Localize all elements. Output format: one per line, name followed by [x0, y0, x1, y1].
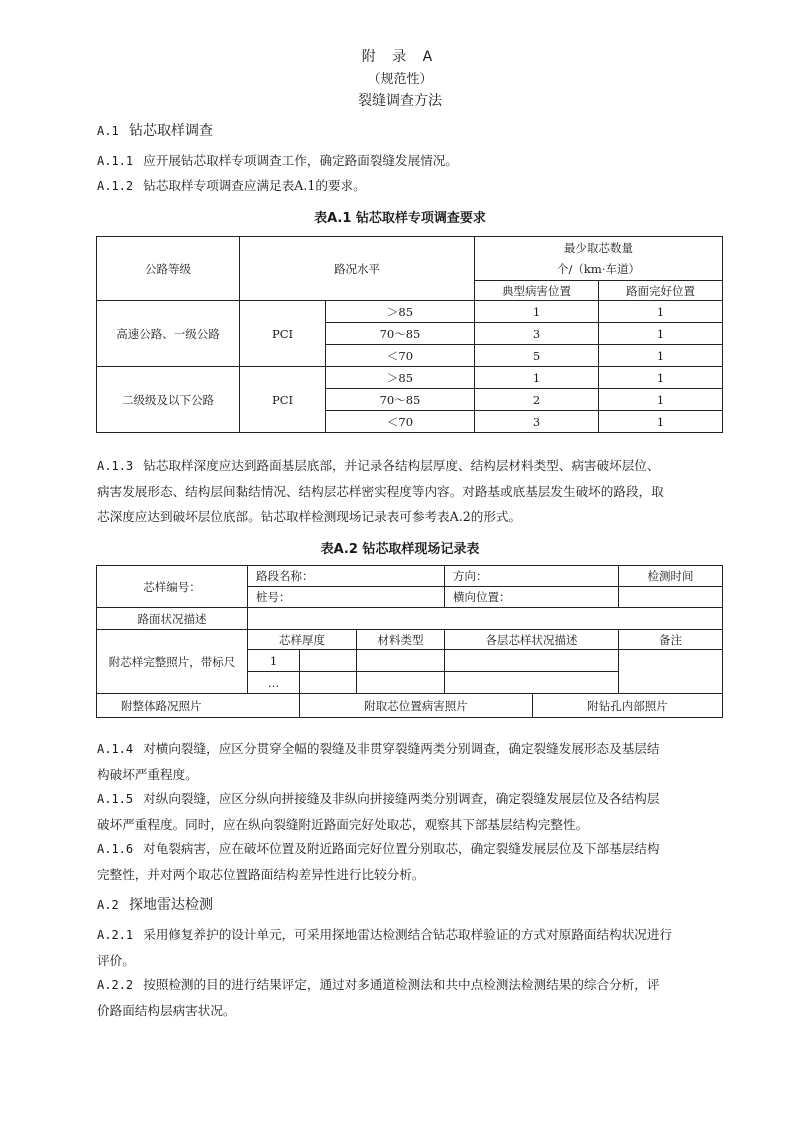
paragraph-a1-4	[97, 736, 725, 787]
grade-cell: 二级级及以下公路	[97, 367, 240, 433]
stake-no-label: 桩号：	[248, 587, 445, 608]
core-photo-label: 附芯样完整照片，带标尺	[97, 630, 248, 694]
clause-text: 采用修复养护的设计单元，可采用探地雷达检测结合钻芯取样验证的方式对原路面结构状况进行	[143, 927, 673, 942]
range-cell: ＜70	[326, 345, 475, 367]
clause-number: A.1.4	[97, 742, 134, 756]
clause-number: A.1.3	[97, 459, 134, 473]
clause-number: A.1.1	[97, 154, 134, 168]
position-photo-label: 附取芯位置病害照片	[300, 694, 533, 718]
clause-line	[97, 453, 725, 479]
section-number: A.1	[97, 124, 119, 138]
clause-line: 完整性，并对两个取芯位置路面结构差异性进行比较分析。	[97, 867, 425, 882]
section-number: A.2	[97, 898, 119, 912]
surface-description-value	[248, 608, 723, 630]
direction-label: 方向：	[445, 566, 619, 587]
appendix-title: 裂缝调查方法	[358, 93, 442, 109]
paragraph-a1-5	[97, 786, 725, 837]
header-min-cores	[475, 237, 723, 281]
remark-value	[619, 650, 723, 694]
paragraph-a2-2	[97, 972, 725, 1023]
header-min-cores-line2: 个/（km·车道）	[557, 261, 640, 276]
clause-line	[97, 836, 725, 862]
empty-cell	[357, 672, 445, 694]
table-row	[97, 367, 723, 389]
row-number-cell: …	[248, 672, 300, 694]
section-title: 探地雷达检测	[129, 897, 213, 913]
clause-number: A.1.6	[97, 842, 134, 856]
header-grade: 公路等级	[97, 237, 240, 301]
clause-line: 构破坏严重程度。	[97, 767, 198, 782]
clause-line: 价路面结构层病害状况。	[97, 1003, 236, 1018]
empty-cell	[357, 650, 445, 672]
test-time-label: 检测时间	[619, 566, 723, 587]
normative-label: （规范性）	[367, 72, 433, 87]
core-thickness-header: 芯样厚度	[248, 630, 357, 650]
clause-number: A.1.2	[97, 179, 134, 193]
clause-text: 应开展钻芯取样专项调查工作，确定路面裂缝发展情况。	[143, 153, 458, 168]
paragraph-a1-1	[97, 148, 725, 174]
appendix-label: 附 录 A	[361, 49, 439, 65]
clause-text: 对横向裂缝，应区分贯穿全幅的裂缝及非贯穿裂缝两类分别调查，确定裂缝发展形态及基层结	[143, 741, 660, 756]
hole-photo-label: 附钻孔内部照片	[533, 694, 723, 718]
typical-cell: 3	[475, 323, 599, 345]
material-type-header: 材料类型	[357, 630, 445, 650]
grade-cell: 高速公路、一级公路	[97, 301, 240, 367]
header-min-cores-line1: 最少取芯数量	[564, 240, 633, 255]
clause-text: 钻芯取样深度应达到路面基层底部，并记录各结构层厚度、结构层材料类型、病害破坏层位、	[143, 458, 660, 473]
clause-line: 病害发展形态、结构层间黏结情况、结构层芯样密实程度等内容。对路基或底基层发生破坏的路段，取	[97, 484, 664, 499]
empty-cell	[445, 672, 619, 694]
sample-no-label: 芯样编号：	[97, 566, 248, 608]
typical-cell: 5	[475, 345, 599, 367]
surface-description-label: 路面状况描述	[97, 608, 248, 630]
intact-cell: 1	[599, 345, 723, 367]
intact-cell: 1	[599, 301, 723, 323]
intact-cell: 1	[599, 323, 723, 345]
range-cell: ＞85	[326, 367, 475, 389]
clause-text: 钻芯取样专项调查应满足表A.1的要求。	[143, 178, 366, 193]
clause-number: A.2.2	[97, 978, 134, 992]
clause-line: 破坏严重程度。同时，应在纵向裂缝附近路面完好处取芯，观察其下部基层结构完整性。	[97, 817, 589, 832]
empty-cell	[300, 672, 357, 694]
typical-cell: 1	[475, 367, 599, 389]
clause-line	[97, 922, 725, 948]
clause-text: 对纵向裂缝，应区分纵向拼接缝及非纵向拼接缝两类分别调查，确定裂缝发展层位及各结构层	[143, 791, 660, 806]
clause-number: A.1.5	[97, 792, 134, 806]
clause-line	[97, 786, 725, 812]
empty-cell	[300, 650, 357, 672]
clause-line	[97, 736, 725, 762]
paragraph-a1-3	[97, 453, 725, 529]
table-a1	[96, 236, 723, 433]
clause-line: 评价。	[97, 953, 135, 968]
section-heading-a2	[97, 894, 213, 914]
typical-cell: 3	[475, 411, 599, 433]
clause-line	[97, 972, 725, 998]
road-name-label: 路段名称：	[248, 566, 445, 587]
paragraph-a1-6	[97, 836, 725, 887]
table-a1-caption: 表A.1 钻芯取样专项调查要求	[314, 211, 486, 226]
intact-cell: 1	[599, 389, 723, 411]
clause-line: 芯深度应达到破坏层位底部。钻芯取样检测现场记录表可参考表A.2的形式。	[97, 509, 522, 524]
table-row	[97, 301, 723, 323]
row-number-cell: 1	[248, 650, 300, 672]
table-a2	[96, 565, 723, 718]
section-heading-a1	[97, 120, 213, 140]
test-time-value	[619, 587, 723, 608]
paragraph-a1-2	[97, 173, 725, 199]
intact-cell: 1	[599, 367, 723, 389]
index-cell: PCI	[240, 301, 326, 367]
layer-description-header: 各层芯样状况描述	[445, 630, 619, 650]
intact-cell: 1	[599, 411, 723, 433]
index-cell: PCI	[240, 367, 326, 433]
clause-text: 对龟裂病害，应在破坏位置及附近路面完好位置分别取芯，确定裂缝发展层位及下部基层结构	[143, 841, 660, 856]
typical-cell: 2	[475, 389, 599, 411]
remark-header: 备注	[619, 630, 723, 650]
lateral-position-label: 横向位置：	[445, 587, 619, 608]
clause-number: A.2.1	[97, 928, 134, 942]
range-cell: 70～85	[326, 389, 475, 411]
range-cell: ＞85	[326, 301, 475, 323]
range-cell: 70～85	[326, 323, 475, 345]
header-condition: 路况水平	[240, 237, 475, 301]
header-typical: 典型病害位置	[475, 281, 599, 301]
clause-text: 按照检测的目的进行结果评定，通过对多通道检测法和共中点检测法检测结果的综合分析，评	[143, 977, 660, 992]
header-intact: 路面完好位置	[599, 281, 723, 301]
section-title: 钻芯取样调查	[129, 123, 213, 139]
typical-cell: 1	[475, 301, 599, 323]
range-cell: ＜70	[326, 411, 475, 433]
paragraph-a2-1	[97, 922, 725, 973]
table-a2-caption: 表A.2 钻芯取样现场记录表	[320, 542, 480, 557]
overall-photo-label: 附整体路况照片	[97, 694, 300, 718]
empty-cell	[445, 650, 619, 672]
